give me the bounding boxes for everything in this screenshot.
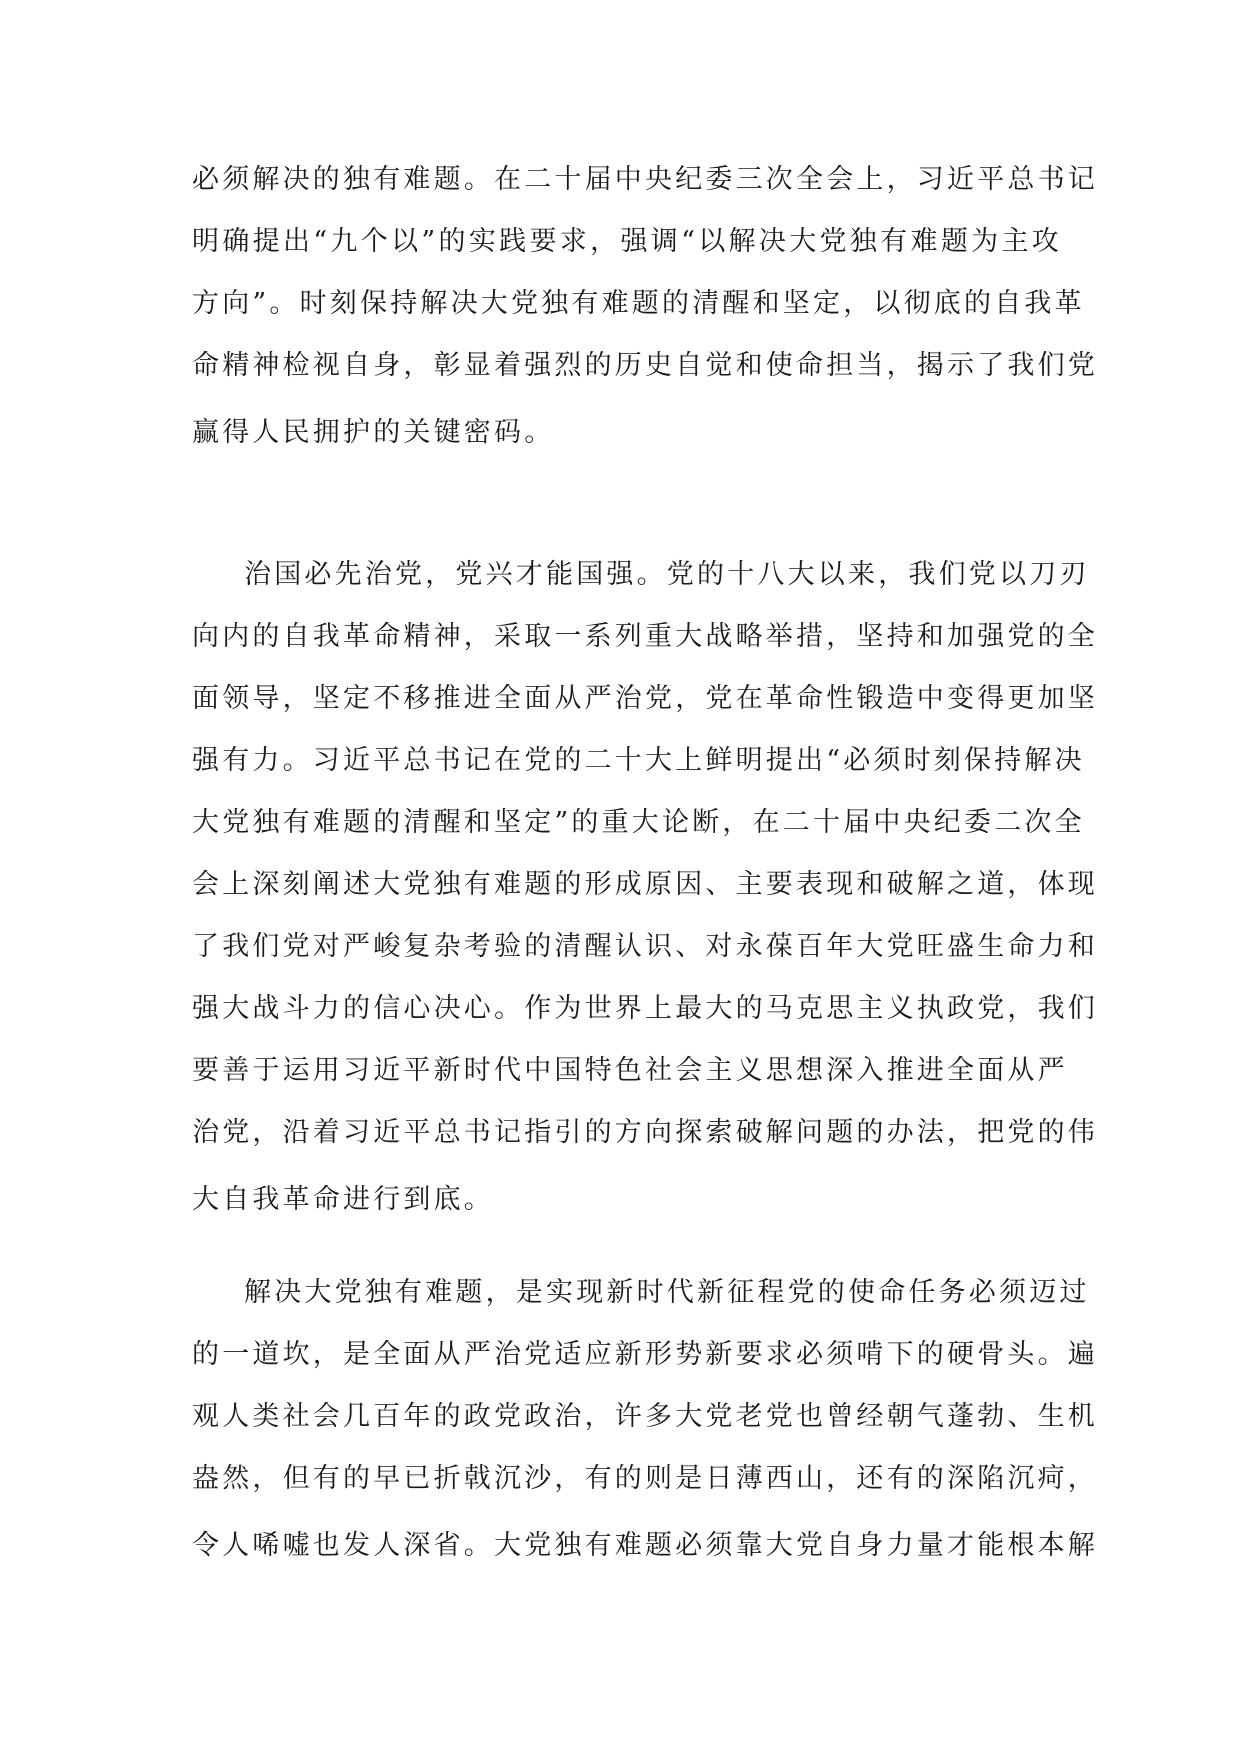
paragraph-line: 方向”。时刻保持解决大党独有难题的清醒和坚定，以彻底的自我革 <box>192 288 1085 319</box>
paragraph-line: 强大战斗力的信心决心。作为世界上最大的马克思主义执政党，我们 <box>192 993 1098 1024</box>
paragraph-line: 必须解决的独有难题。在二十届中央纪委三次全会上，习近平总书记 <box>192 164 1098 195</box>
paragraph-line: 盎然，但有的早已折戟沉沙，有的则是日薄西山，还有的深陷沉疴， <box>192 1463 1098 1494</box>
paragraph-line: 赢得人民拥护的关键密码。 <box>192 417 555 448</box>
paragraph-line: 了我们党对严峻复杂考验的清醒认识、对永葆百年大党旺盛生命力和 <box>192 931 1098 962</box>
paragraph-line: 强有力。习近平总书记在党的二十大上鲜明提出“必须时刻保持解决 <box>192 745 1085 776</box>
paragraph-line: 会上深刻阐述大党独有难题的形成原因、主要表现和破解之道，体现 <box>192 869 1098 900</box>
paragraph-line: 治党，沿着习近平总书记指引的方向探索破解问题的办法，把党的伟 <box>192 1117 1098 1148</box>
paragraph-line: 大党独有难题的清醒和坚定”的重大论断，在二十届中央纪委二次全 <box>192 807 1085 838</box>
paragraph-line: 向内的自我革命精神，采取一系列重大战略举措，坚持和加强党的全 <box>192 621 1098 652</box>
paragraph-line: 大自我革命进行到底。 <box>192 1184 494 1215</box>
paragraph-line: 要善于运用习近平新时代中国特色社会主义思想深入推进全面从严 <box>192 1055 1068 1086</box>
paragraph-line: 解决大党独有难题，是实现新时代新征程党的使命任务必须迈过 <box>244 1277 1090 1308</box>
paragraph-line: 明确提出“九个以”的实践要求，强调“以解决大党独有难题为主攻 <box>192 226 1062 257</box>
paragraph-line: 面领导，坚定不移推进全面从严治党，党在革命性锻造中变得更加坚 <box>192 683 1098 714</box>
paragraph-line: 观人类社会几百年的政党政治，许多大党老党也曾经朝气蓬勃、生机 <box>192 1401 1098 1432</box>
paragraph-line: 令人唏嘘也发人深省。大党独有难题必须靠大党自身力量才能根本解 <box>192 1530 1098 1561</box>
paragraph-line: 命精神检视自身，彰显着强烈的历史自觉和使命担当，揭示了我们党 <box>192 350 1098 381</box>
paragraph-line: 治国必先治党，党兴才能国强。党的十八大以来，我们党以刀刃 <box>244 559 1090 590</box>
paragraph-line: 的一道坎，是全面从严治党适应新形势新要求必须啃下的硬骨头。遍 <box>192 1339 1098 1370</box>
